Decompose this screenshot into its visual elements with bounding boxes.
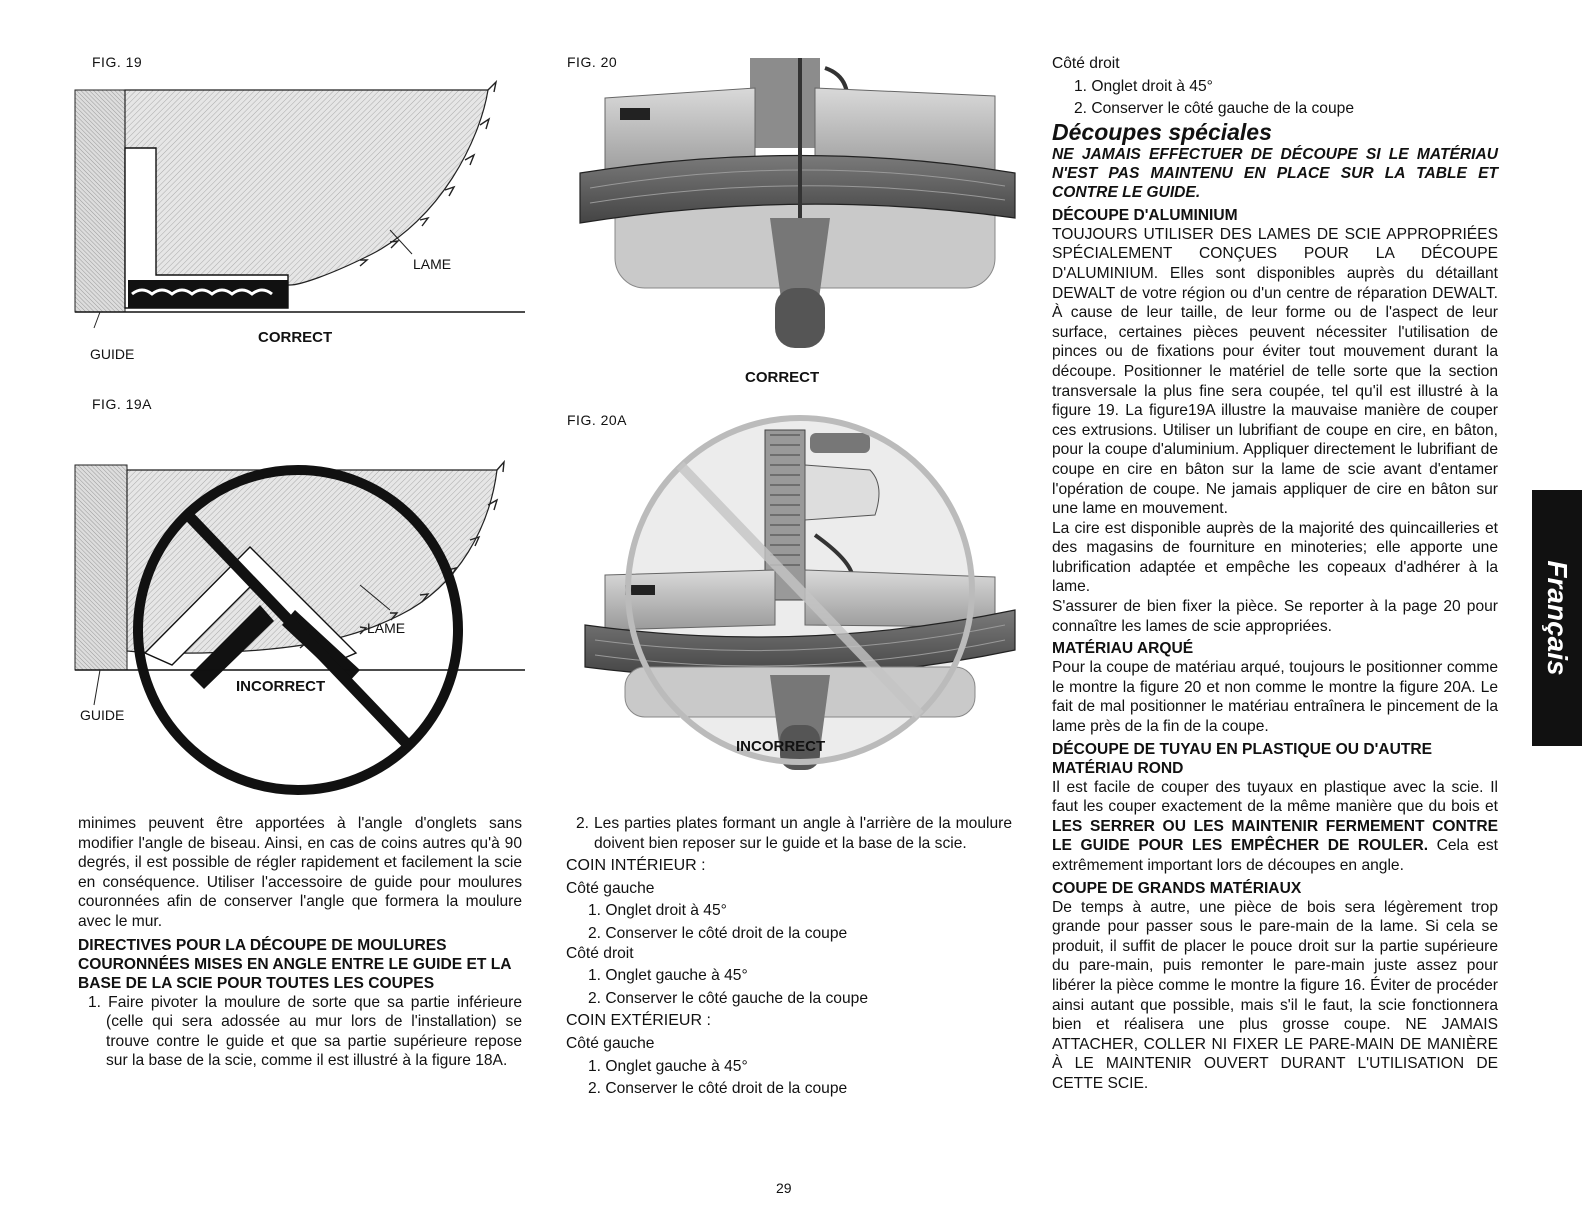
fig20a-motor	[805, 465, 879, 520]
special-cuts-title: Découpes spéciales	[1052, 118, 1272, 145]
fig19a-guide-label: GUIDE	[80, 707, 125, 723]
mid-item-2: 2. Les parties plates formant un angle à l'arrière de la moulure doivent bien reposer sur le guide et la base de la scie.	[576, 815, 1012, 852]
fig20-drawing	[575, 58, 1025, 363]
aluminium-paragraph-3: S'assurer de bien fixer la pièce. Se reporter à la page 20 pour connaître les lames de scie appropriées.	[1052, 598, 1498, 635]
aluminium-heading: DÉCOUPE D'ALUMINIUM	[1052, 206, 1238, 224]
large-material-heading: COUPE DE GRANDS MATÉRIAUX	[1052, 879, 1302, 897]
ext-left-label: Côté gauche	[566, 1034, 655, 1052]
crown-molding-heading: DIRECTIVES POUR LA DÉCOUPE DE MOULURES COURONNÉES MISES EN ANGLE ENTRE LE GUIDE ET LA BASE DE LA SCIE POUR TOUTES LES COUPES	[78, 936, 511, 992]
plastic-pipe-paragraph	[1052, 778, 1498, 876]
large-material-paragraph: De temps à autre, une pièce de bois sera légèrement trop grande pour passer sous le pare-main de la lame. Si cela se produit, il suffit de placer le pouce droit sur la partie supérieure du pare-main, puis remonter le pare-main juste assez pour libérer la pièce comme le montre la figure 16. Éviter de procéder ainsi autant que possible, mais s'il le faut, la scie fonctionnera bien et réalisera une plus grosse coupe. NE JAMAIS ATTACHER, COLLER NI FIXER LE PARE-MAIN DE MANIÈRE À LE MAINTENIR OUVERT DURANT L'UTILISATION DE CETTE SCIE.	[1052, 898, 1498, 1092]
left-item-1: 1. Faire pivoter la moulure de sorte que sa partie inférieure (celle qui sera adossée au mur lors de l'installation) se trouve contre le guide et que sa partie supérieure repose sur la base de la scie, comme il est illustré à la figure 18A.	[88, 993, 522, 1070]
int-left-step-1: 1. Onglet droit à 45°	[588, 902, 727, 920]
int-left-step-2: 2. Conserver le côté droit de la coupe	[588, 924, 848, 942]
fig20a-label: FIG. 20A	[567, 412, 628, 428]
fig19-label: FIG. 19	[92, 54, 143, 70]
language-side-tab	[1532, 490, 1582, 746]
fig20a-drawing	[585, 405, 1015, 785]
int-right-step-1: 1. Onglet gauche à 45°	[588, 967, 748, 985]
middle-column	[566, 814, 1012, 1099]
bowed-material-paragraph: Pour la coupe de matériau arqué, toujours le positionner comme le montre la figure 20 et non comme le montre la figure 20A. Le fait de mal positionner le matériau entraînera le pincement de la lame près de la fin de la coupe.	[1052, 659, 1498, 736]
coin-exterieur-label: COIN EXTÉRIEUR :	[566, 1012, 711, 1030]
bowed-material-heading: MATÉRIAU ARQUÉ	[1052, 640, 1194, 658]
fig19a-guide	[75, 465, 127, 670]
fig19-drawing	[60, 70, 530, 320]
language-side-tab-label: Français	[1542, 560, 1573, 676]
ext-right-step-2: 2. Conserver le côté gauche de la coupe	[1074, 100, 1355, 118]
fig19-guide	[75, 90, 125, 312]
plastic-pipe-text-c: Cela est extrêmement important lors de découpes en angle.	[1052, 837, 1498, 874]
fig20-caption: CORRECT	[745, 369, 820, 386]
fig19a-label: FIG. 19A	[92, 396, 153, 412]
ext-left-step-2: 2. Conserver le côté droit de la coupe	[588, 1080, 848, 1098]
plastic-pipe-text-bold: LES SERRER OU LES MAINTENIR FERMEMENT CONTRE LE GUIDE POUR LES EMPÊCHER DE ROULER.	[1052, 817, 1498, 855]
right-column	[1052, 54, 1498, 1094]
fig19-blade-label: LAME	[413, 256, 452, 272]
coin-interieur-label: COIN INTÉRIEUR :	[566, 857, 706, 875]
fig19a-drawing	[60, 405, 530, 785]
fig20a-caption: INCORRECT	[736, 738, 826, 755]
fig19-guide-label: GUIDE	[90, 346, 135, 362]
plastic-pipe-text-a: Il est facile de couper des tuyaux en plastique avec la scie. Il faut les couper exactement de la même manière que du bois et	[1052, 778, 1498, 816]
int-right-label: Côté droit	[566, 944, 634, 962]
aluminium-paragraph-1: TOUJOURS UTILISER DES LAMES DE SCIE APPROPRIÉES SPÉCIALEMENT CONÇUES POUR LA DÉCOUPE D'ALUMINIUM. Elles sont disponibles auprès du détaillant DEWALT de votre région ou d'un centre de réparation DEWALT. À cause de leur taille, de leur forme ou de l'aspect de leur surface, certaines pièces peuvent nécessiter l'utilisation de pinces ou de fixations pour éviter tout mouvement durant la découpe. Positionner le matériel de telle sorte que la section transversale la plus fine sera coupée, tel qu'il est illustré à la figure 19. La figure19A illustre la mauvaise manière de couper ces extrusions. Utiliser un lubrifiant de coupe en cire, en bâton, pour la coupe d'aluminium. Appliquer directement le lubrifiant de coupe en cire en bâton sur la lame de scie avant d'entamer l'opération de coupe. Ne jamais appliquer de cire en bâton sur une lame en mouvement.	[1052, 225, 1498, 518]
fig19a-caption: INCORRECT	[236, 678, 326, 695]
fig19a-blade-label: LAME	[367, 620, 406, 636]
fig19-caption: CORRECT	[258, 329, 333, 346]
ext-left-step-1: 1. Onglet gauche à 45°	[588, 1057, 748, 1075]
plastic-pipe-heading: DÉCOUPE DE TUYAU EN PLASTIQUE OU D'AUTRE MATÉRIAU ROND	[1052, 740, 1433, 777]
left-intro: minimes peuvent être apportées à l'angle d'onglets sans modifier l'angle de biseau. Ainsi, en cas de coins autres qu'à 90 degrés, il est possible de régler rapidement et facilement la scie en conséquence. Utiliser l'accessoire de guide pour moulures couronnées afin de conserver l'angle que formera la moulure avec le mur.	[78, 815, 522, 930]
aluminium-paragraph-2: La cire est disponible auprès de la majorité des quincailleries et des magasins de fourniture en minoteries; elle apporte une lubrification adaptée et empêche les copeaux d'adhérer à la lame.	[1052, 519, 1498, 596]
fig20-saw-head	[750, 58, 820, 148]
left-column	[78, 814, 522, 1071]
ext-right-label: Côté droit	[1052, 55, 1120, 72]
special-cuts-warning: NE JAMAIS EFFECTUER DE DÉCOUPE SI LE MATÉRIAU N'EST PAS MAINTENU EN PLACE SUR LA TABLE ET CONTRE LE GUIDE.	[1052, 145, 1498, 201]
int-right-step-2: 2. Conserver le côté gauche de la coupe	[588, 989, 869, 1007]
fig20-label: FIG. 20	[567, 54, 618, 70]
ext-right-step-1: 1. Onglet droit à 45°	[1074, 77, 1213, 95]
page-number: 29	[776, 1180, 792, 1196]
int-left-label: Côté gauche	[566, 879, 655, 897]
